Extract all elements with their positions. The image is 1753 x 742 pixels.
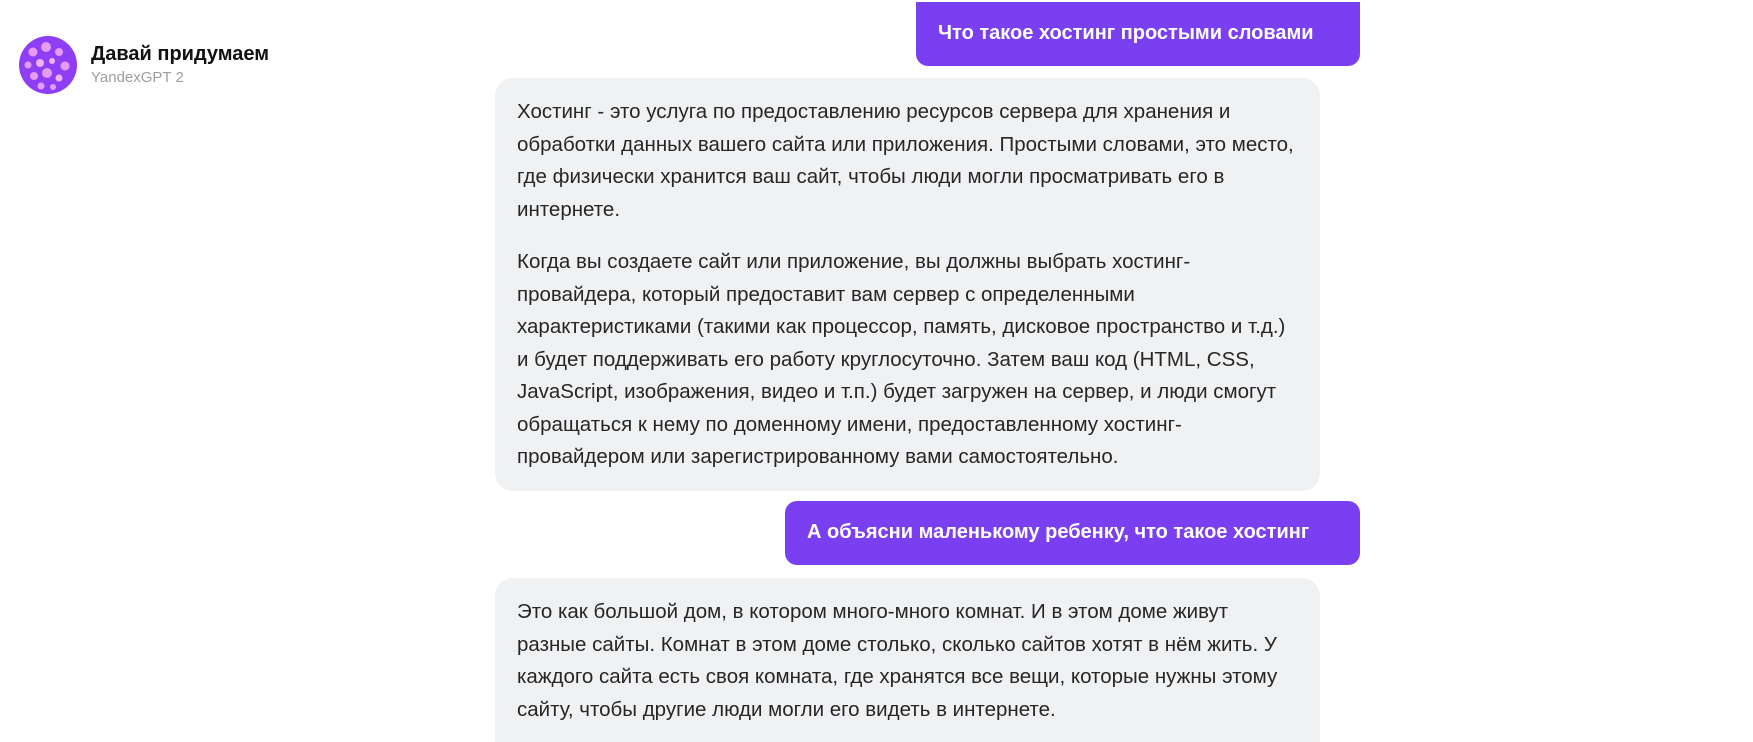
user-message bbox=[785, 501, 1360, 565]
avatar-dots-graphic bbox=[19, 36, 77, 94]
assistant-message bbox=[495, 578, 1320, 742]
bot-model-label: YandexGPT 2 bbox=[91, 69, 184, 86]
bot-titles bbox=[91, 42, 269, 88]
user-message-text: Что такое хостинг простыми словами bbox=[938, 22, 1314, 44]
user-message-text: А объясни маленькому ребенку, что такое хостинг bbox=[807, 521, 1310, 543]
user-message bbox=[916, 2, 1360, 66]
assistant-message bbox=[495, 78, 1320, 491]
assistant-paragraph: Хостинг - это услуга по предоставлению ресурсов сервера для хранения и обработки данных вашего сайта или приложения. Простыми словами, это место, где физически хранится ваш сайт, чтобы люди могли просматривать его в интернете. bbox=[517, 100, 1294, 221]
bot-header bbox=[19, 36, 269, 94]
bot-name: Давай придумаем bbox=[91, 43, 270, 65]
dots-avatar-icon[interactable] bbox=[19, 36, 77, 94]
assistant-paragraph: Когда вы создаете сайт или приложение, вы должны выбрать хостинг-провайдера, который предоставит вам сервер с определенными характеристиками (такими как процессор, память, дисковое пространство и т.д.) и будет поддерживать его работу круглосуточно. Затем ваш код (HTML, CSS, JavaScript, изображения, видео и т.п.) будет загружен на сервер, и люди смогут обращаться к нему по доменному имени, предоставленному хостинг-провайдером или зарегистрированному вами самостоятельно. bbox=[517, 250, 1286, 468]
assistant-paragraph: Это как большой дом, в котором много-много комнат. И в этом доме живут разные сайты. Комнат в этом доме столько, сколько сайтов хотят в нём жить. У каждого сайта есть своя комната, где хранятся все вещи, которые нужны этому сайту, чтобы другие люди могли его видеть в интернете. bbox=[517, 600, 1278, 721]
